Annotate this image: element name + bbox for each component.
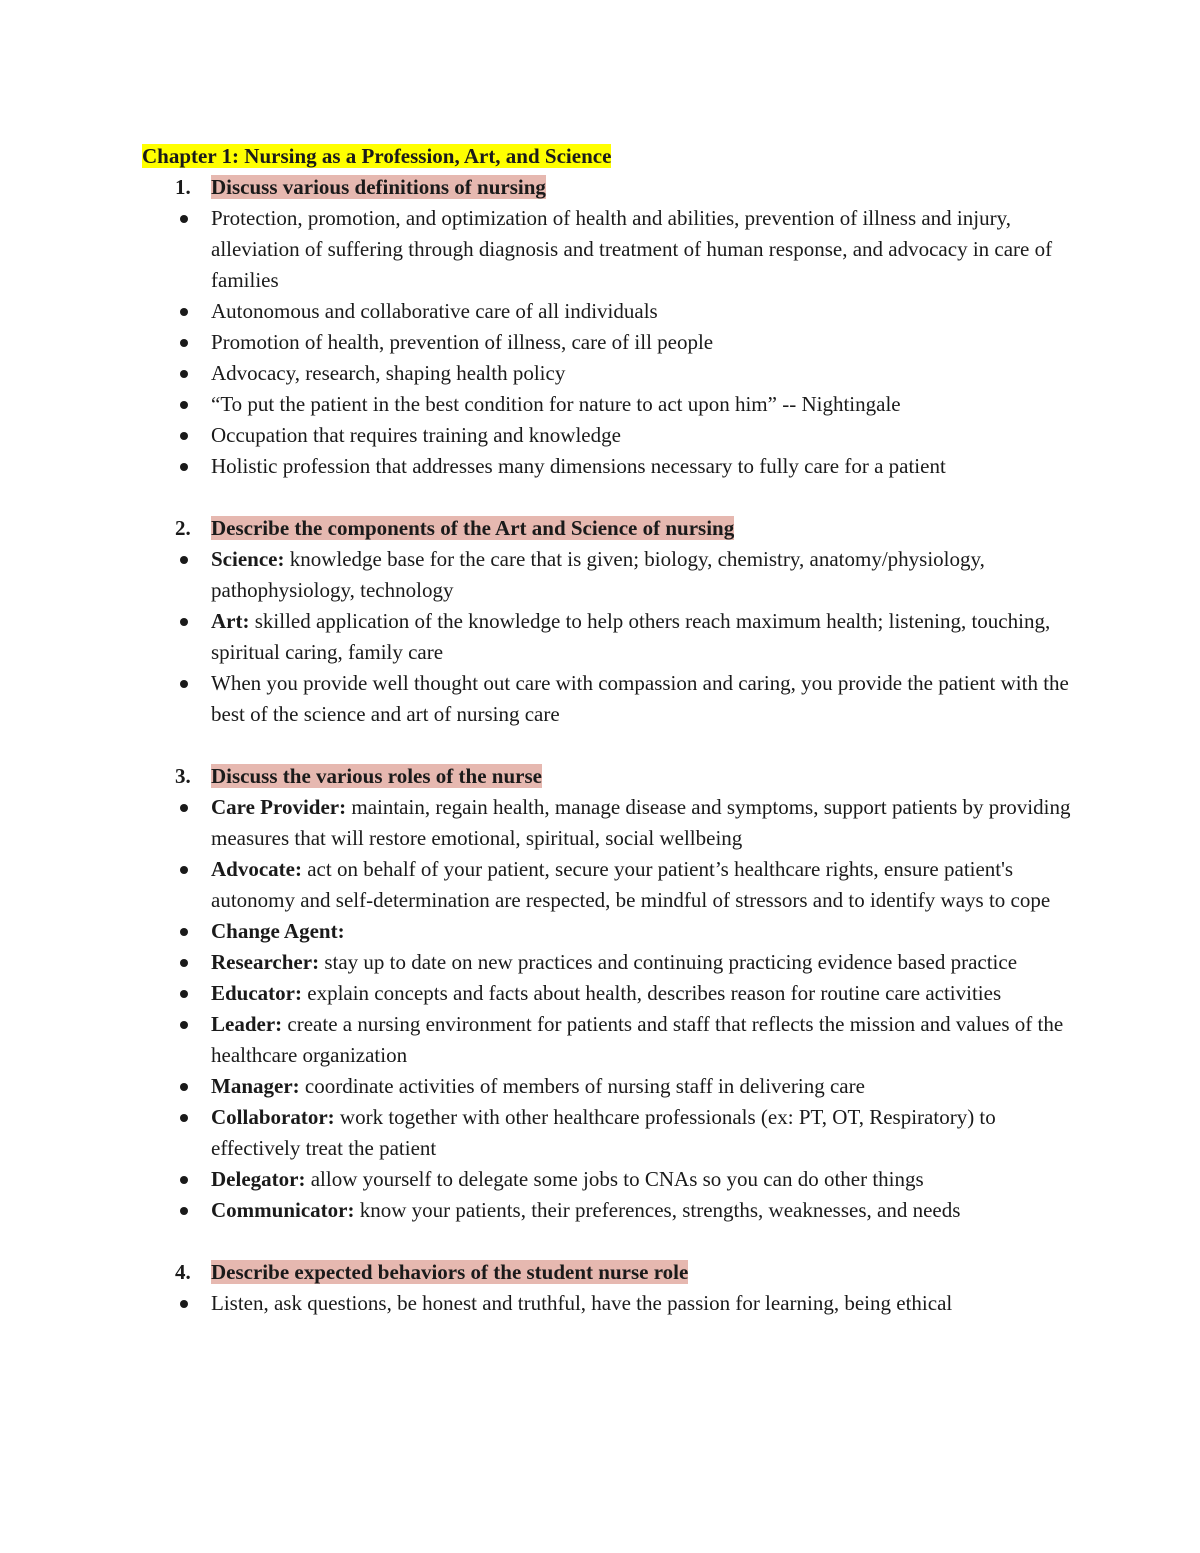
- bullet-text: Advocacy, research, shaping health policy: [211, 361, 566, 385]
- bullet-icon: [180, 215, 188, 223]
- list-item: [142, 544, 1082, 606]
- section-heading: [142, 513, 1082, 544]
- bullet-term: Manager:: [211, 1074, 300, 1098]
- list-item: [142, 358, 1082, 389]
- bullet-icon: [180, 370, 188, 378]
- bullet-icon: [180, 1114, 188, 1122]
- bullet-icon: [180, 804, 188, 812]
- bullet-list: [142, 1288, 1082, 1319]
- list-item: [142, 1009, 1082, 1071]
- bullet-icon: [180, 1083, 188, 1091]
- section-number: 1.: [175, 175, 191, 199]
- section-number: 4.: [175, 1260, 191, 1284]
- list-item: [142, 420, 1082, 451]
- bullet-text: Promotion of health, prevention of illness, care of ill people: [211, 330, 714, 354]
- section-number: 2.: [175, 516, 191, 540]
- bullet-term: Art:: [211, 609, 250, 633]
- bullet-term: Leader:: [211, 1012, 283, 1036]
- bullet-term: Care Provider:: [211, 795, 347, 819]
- bullet-text: When you provide well thought out care with compassion and caring, you provide the patient with the best of the science and art of nursing care: [211, 671, 1069, 726]
- list-item: [142, 1102, 1082, 1164]
- bullet-text: skilled application of the knowledge to help others reach maximum health; listening, touching, spiritual caring, family care: [211, 609, 1051, 664]
- bullet-list: [142, 203, 1082, 482]
- bullet-icon: [180, 556, 188, 564]
- list-item: [142, 606, 1082, 668]
- bullet-icon: [180, 1300, 188, 1308]
- bullet-text: Listen, ask questions, be honest and truthful, have the passion for learning, being ethical: [211, 1291, 953, 1315]
- bullet-icon: [180, 1207, 188, 1215]
- chapter-title: Chapter 1: Nursing as a Profession, Art, and Science: [142, 144, 612, 168]
- bullet-text: Holistic profession that addresses many dimensions necessary to fully care for a patient: [211, 454, 946, 478]
- list-item: [142, 668, 1082, 730]
- bullet-icon: [180, 339, 188, 347]
- list-item: [142, 296, 1082, 327]
- section-title: Describe expected behaviors of the student nurse role: [211, 1260, 689, 1284]
- bullet-icon: [180, 959, 188, 967]
- list-item: [142, 792, 1082, 854]
- bullet-term: Educator:: [211, 981, 302, 1005]
- bullet-term: Advocate:: [211, 857, 302, 881]
- bullet-text: Autonomous and collaborative care of all individuals: [211, 299, 658, 323]
- section: [142, 172, 1082, 482]
- bullet-icon: [180, 1021, 188, 1029]
- bullet-term: Change Agent:: [211, 919, 345, 943]
- list-item: [142, 1195, 1082, 1226]
- list-item: [142, 389, 1082, 420]
- bullet-list: [142, 544, 1082, 730]
- bullet-text: know your patients, their preferences, strengths, weaknesses, and needs: [359, 1198, 961, 1222]
- bullet-icon: [180, 432, 188, 440]
- bullet-text: Occupation that requires training and knowledge: [211, 423, 621, 447]
- section: [142, 761, 1082, 1226]
- section-title: Discuss various definitions of nursing: [211, 175, 546, 199]
- bullet-text: coordinate activities of members of nursing staff in delivering care: [304, 1074, 865, 1098]
- bullet-icon: [180, 928, 188, 936]
- chapter-title-line: [142, 141, 1082, 172]
- section-heading: [142, 172, 1082, 203]
- section: [142, 513, 1082, 730]
- section-number: 3.: [175, 764, 191, 788]
- document-page: [142, 141, 1082, 1319]
- bullet-icon: [180, 618, 188, 626]
- bullet-text: work together with other healthcare professionals (ex: PT, OT, Respiratory) to effectively treat the patient: [211, 1105, 996, 1160]
- section-title: Describe the components of the Art and Science of nursing: [211, 516, 735, 540]
- bullet-term: Communicator:: [211, 1198, 355, 1222]
- bullet-list: [142, 792, 1082, 1226]
- bullet-icon: [180, 308, 188, 316]
- section-title: Discuss the various roles of the nurse: [211, 764, 542, 788]
- list-item: [142, 1288, 1082, 1319]
- list-item: [142, 1071, 1082, 1102]
- bullet-text: allow yourself to delegate some jobs to CNAs so you can do other things: [310, 1167, 924, 1191]
- bullet-term: Collaborator:: [211, 1105, 335, 1129]
- bullet-term: Delegator:: [211, 1167, 306, 1191]
- bullet-text: maintain, regain health, manage disease and symptoms, support patients by providing measures that will restore emotional, spiritual, social wellbeing: [211, 795, 1071, 850]
- bullet-text: stay up to date on new practices and continuing practicing evidence based practice: [324, 950, 1018, 974]
- list-item: [142, 451, 1082, 482]
- section: [142, 1257, 1082, 1319]
- bullet-term: Science:: [211, 547, 285, 571]
- list-item: [142, 327, 1082, 358]
- bullet-text: Protection, promotion, and optimization of health and abilities, prevention of illness and injury, alleviation of suffering through diagnosis and treatment of human response, and advocacy in care of families: [211, 206, 1053, 292]
- bullet-icon: [180, 866, 188, 874]
- list-item: [142, 854, 1082, 916]
- bullet-text: “To put the patient in the best condition for nature to act upon him” -- Nightingale: [211, 392, 901, 416]
- list-item: [142, 978, 1082, 1009]
- bullet-text: knowledge base for the care that is given; biology, chemistry, anatomy/physiology, pathophysiology, technology: [211, 547, 985, 602]
- bullet-text: act on behalf of your patient, secure your patient’s healthcare rights, ensure patient's autonomy and self-determination are respected, be mindful of stressors and to identify ways to cope: [211, 857, 1051, 912]
- list-item: [142, 916, 1082, 947]
- bullet-icon: [180, 401, 188, 409]
- bullet-term: Researcher:: [211, 950, 320, 974]
- bullet-text: explain concepts and facts about health, describes reason for routine care activities: [307, 981, 1002, 1005]
- section-heading: [142, 1257, 1082, 1288]
- section-heading: [142, 761, 1082, 792]
- bullet-text: create a nursing environment for patients and staff that reflects the mission and values of the healthcare organization: [211, 1012, 1064, 1067]
- bullet-icon: [180, 990, 188, 998]
- bullet-icon: [180, 463, 188, 471]
- list-item: [142, 203, 1082, 296]
- list-item: [142, 947, 1082, 978]
- bullet-icon: [180, 1176, 188, 1184]
- list-item: [142, 1164, 1082, 1195]
- sections-container: [142, 172, 1082, 1319]
- bullet-icon: [180, 680, 188, 688]
